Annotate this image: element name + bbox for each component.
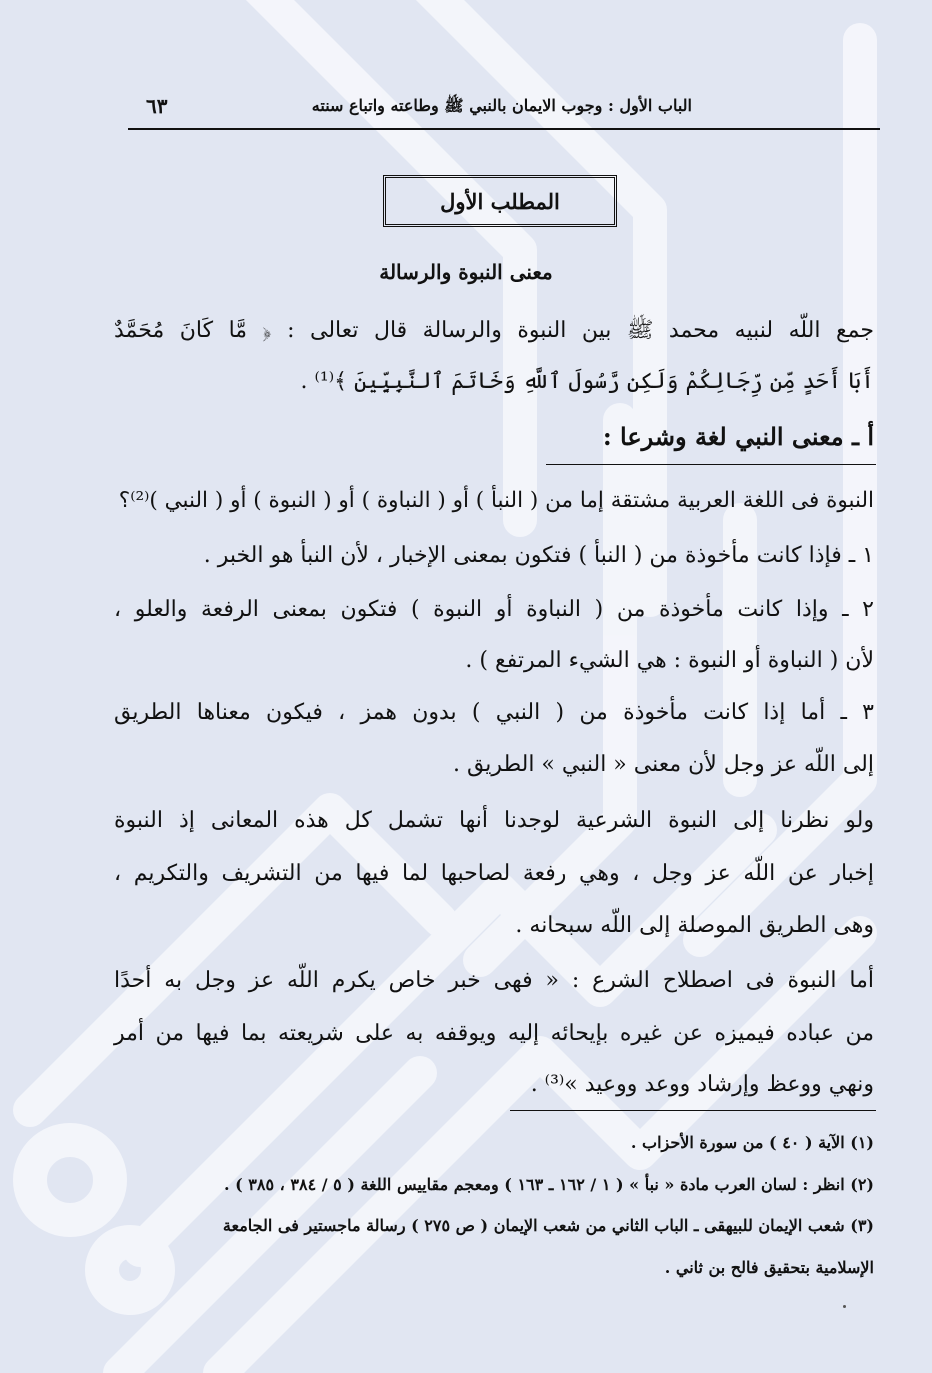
body-line: وهى الطريق الموصلة إلى اللّه سبحانه . [515, 913, 874, 938]
footnote: (٣) شعب الإيمان للبيهقى ـ الباب الثاني من شعب الإيمان ( ص ٢٧٥ ) رسالة ماجستير فى الجامعة [222, 1216, 874, 1235]
body-line: ولو نظرنا إلى النبوة الشرعية لوجدنا أنها تشمل كل هذه المعانى إذ النبوة [114, 808, 874, 833]
subheading-a: أ ـ معنى النبي لغة وشرعا : [602, 422, 874, 451]
footnote: الإسلامية بتحقيق فالح بن ثاني . [664, 1258, 874, 1277]
body-line: ٢ ـ وإذا كانت مأخوذة من ( النباوة أو النبوة ) فتكون بمعنى الرفعة والعلو ، [114, 597, 874, 622]
body-line: لأن ( النباوة أو النبوة : هي الشيء المرتفع ) . [465, 648, 874, 673]
body-line: إخبار عن اللّه عز وجل ، وهي رفعة لصاحبها لما فيها من التشريف والتكريم ، [114, 861, 874, 886]
page-number: ٦٣ [146, 94, 168, 118]
section-title: المطلب الأول [440, 188, 560, 214]
body-line: من عباده فيميزه عن غيره بإيحائه إليه ويوقفه به على شريعته بما فيها من أمر [114, 1021, 874, 1046]
section-title-box [383, 175, 617, 227]
footnote: (١) الآية ( ٤٠ ) من سورة الأحزاب . [630, 1133, 874, 1152]
intro-line: أَبَا أَحَدٍ مِّن رِّجَالِكُمْ وَلَكِن رَّسُولَ ٱللَّهِ وَخَاتَمَ ٱلنَّبِيِّينَ ﴾⁽¹⁾ . [300, 369, 874, 394]
body-line: أما النبوة فى اصطلاح الشرع : « فهى خبر خاص يكرم اللّه عز وجل به أحدًا [114, 968, 874, 993]
header-chapter-title: الباب الأول : وجوب الايمان بالنبي ﷺ وطاعته واتباع سنته [311, 96, 692, 115]
running-header [128, 92, 880, 130]
subheading-underline [546, 464, 876, 465]
section-subtitle: معنى النبوة والرسالة [379, 260, 553, 284]
body-line: إلى اللّه عز وجل لأن معنى « النبي » الطريق . [452, 752, 874, 777]
footnote: (٢) انظر : لسان العرب مادة « نبأ » ( ١ / ١٦٢ ـ ١٦٣ ) ومعجم مقاييس اللغة ( ٥ / ٣٨٤ ، ٣٨٥ ) . [224, 1175, 874, 1194]
scan-speck [843, 1305, 846, 1308]
body-line: ٣ ـ أما إذا كانت مأخوذة من ( النبي ) بدون همز ، فيكون معناها الطريق [114, 700, 874, 725]
body-line: النبوة فى اللغة العربية مشتقة إما من ( النبأ ) أو ( النباوة ) أو ( النبوة ) أو ( النبي )⁽²⁾؟ [118, 488, 874, 513]
intro-line: جمع اللّه لنبيه محمد ﷺ بين النبوة والرسالة قال تعالى : ﴿ مَّا كَانَ مُحَمَّدٌ [114, 318, 874, 343]
body-line: ونهي ووعظ وإرشاد ووعد ووعيد »⁽³⁾ . [530, 1072, 874, 1097]
body-line: ١ ـ فإذا كانت مأخوذة من ( النبأ ) فتكون بمعنى الإخبار ، لأن النبأ هو الخبر . [203, 543, 874, 568]
footnote-separator [510, 1110, 876, 1111]
